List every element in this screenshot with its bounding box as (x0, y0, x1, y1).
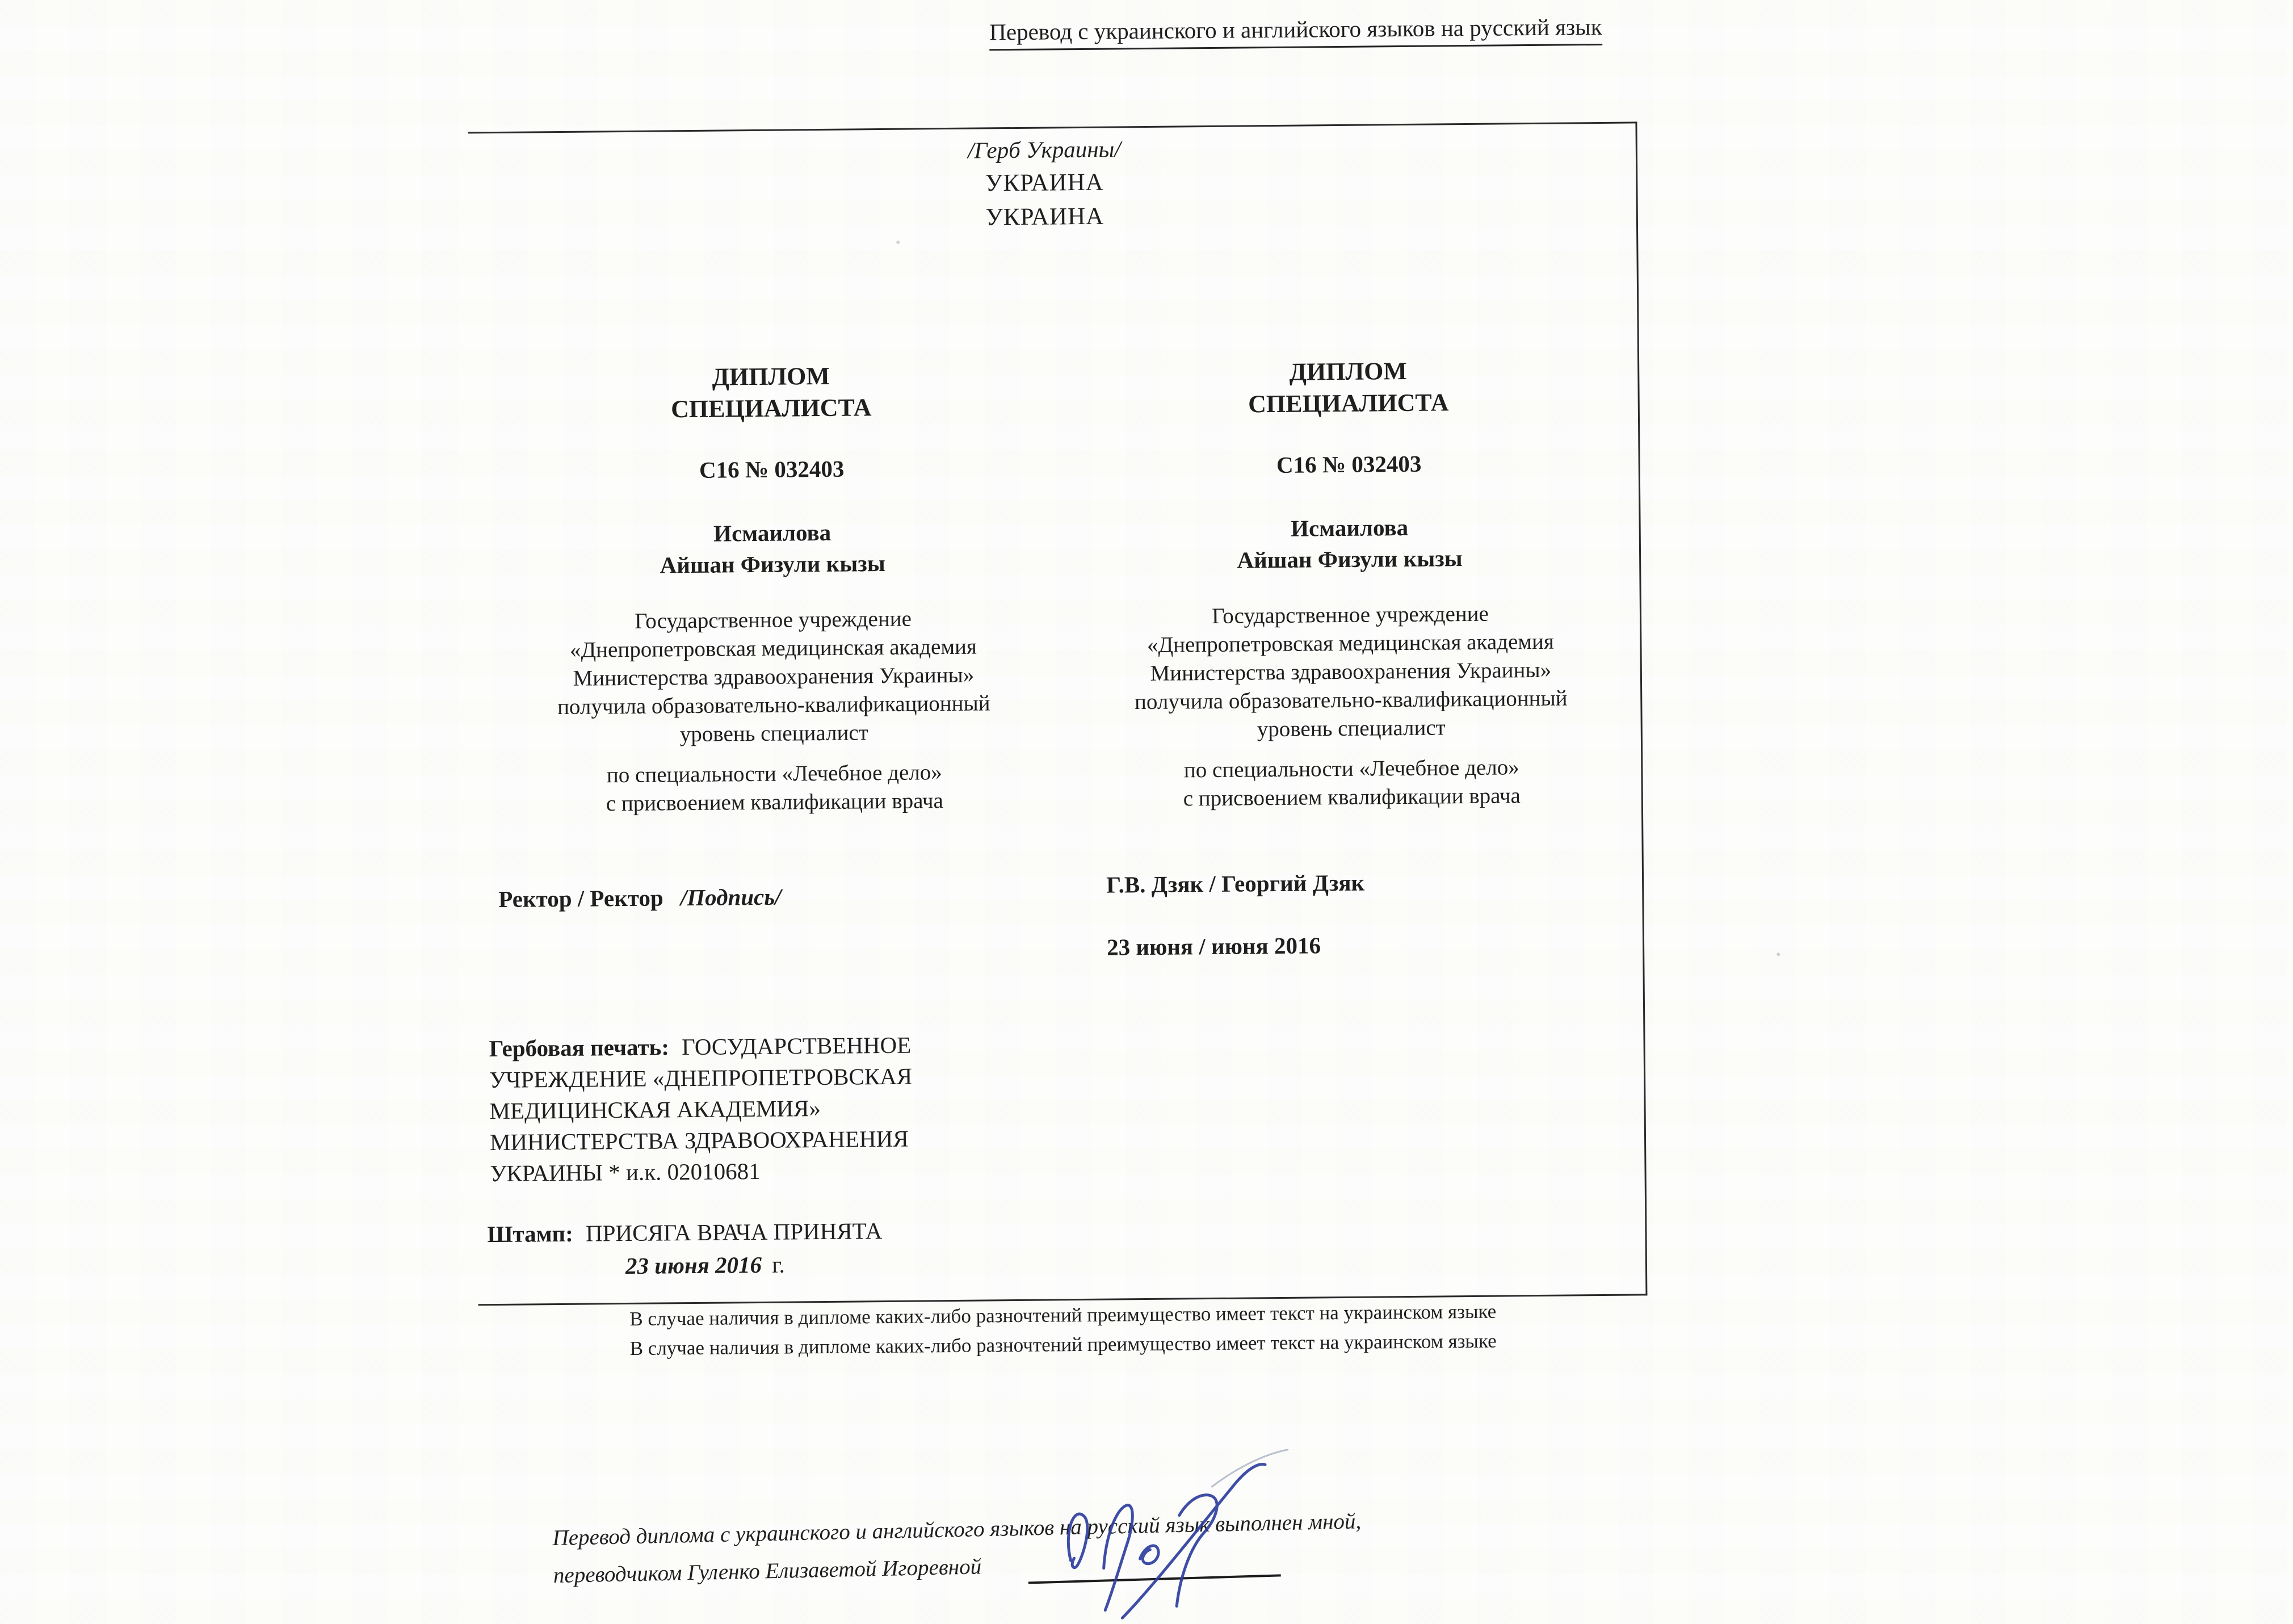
institution-line: по специальности «Лечебное дело» (1183, 755, 1519, 783)
holder-name-left (471, 515, 1073, 582)
institution-line: уровень специалист (1257, 715, 1446, 742)
translation-header (839, 12, 1753, 47)
seal-label: Гербовая печать: (489, 1034, 670, 1062)
diploma-title-left-line2: СПЕЦИАЛИСТА (670, 393, 872, 423)
institution-text-right (1049, 598, 1653, 814)
institution-line: «Днепропетровская медицинская академия (1146, 629, 1554, 657)
rector-signature-line (498, 883, 782, 913)
holder-surname-left: Исмаилова (713, 519, 831, 547)
translator-statement-line1: Перевод диплома с украинского и английского языков на русский язык выполнен мной, (552, 1509, 1362, 1551)
institution-line: «Днепропетровская медицинская академия (569, 634, 977, 662)
signature-placeholder-note: /Подпись/ (680, 883, 782, 911)
institution-line: с присвоением квалификации врача (1183, 783, 1521, 811)
institution-line: уровень специалист (679, 720, 868, 747)
country-name-line1: УКРАИНА (985, 169, 1104, 197)
institution-line: по специальности «Лечебное дело» (606, 760, 943, 788)
country-name-line2: УКРАИНА (985, 203, 1104, 231)
institution-text-left (472, 603, 1076, 819)
rector-name: Г.В. Дзяк / Георгий Дзяк (1106, 869, 1365, 898)
diploma-title-right (1047, 353, 1649, 422)
diploma-title-right-line2: СПЕЦИАЛИСТА (1248, 388, 1449, 418)
scan-speck (1777, 952, 1780, 956)
seal-line: МЕДИЦИНСКАЯ АКАДЕМИЯ» (489, 1095, 821, 1124)
holder-given-name-left: Айшан Физули кызы (660, 550, 885, 578)
stamp-date-line (625, 1251, 785, 1279)
translation-header-text: Перевод с украинского и английского языков на русский язык (989, 14, 1602, 51)
rector-label: Ректор / Ректор (498, 884, 663, 912)
holder-surname-right: Исмаилова (1290, 514, 1409, 542)
institution-line: с присвоением квалификации врача (606, 788, 944, 816)
scan-speck (896, 241, 900, 244)
holder-name-right (1048, 510, 1651, 577)
discrepancy-note-line1: В случае наличия в дипломе каких-либо разночтений преимущество имеет текст на украинском языке (629, 1300, 1497, 1330)
signature-stroke (1140, 1546, 1158, 1564)
seal-line: УЧРЕЖДЕНИЕ «ДНЕПРОПЕТРОВСКАЯ (489, 1063, 913, 1093)
diploma-serial-right: С16 № 032403 (1276, 450, 1422, 478)
seal-line: УКРАИНЫ * и.к. 02010681 (490, 1157, 761, 1187)
translator-signature (1036, 1429, 1304, 1624)
signature-stroke (1121, 1464, 1266, 1618)
diploma-title-left-line1: ДИПЛОМ (712, 362, 830, 391)
institution-line: получила образовательно-квалификационный (1134, 686, 1568, 715)
diploma-serial-left: С16 № 032403 (699, 455, 845, 483)
stamp-date-suffix: г. (772, 1251, 785, 1278)
diploma-title-left (470, 358, 1072, 427)
issue-date: 23 июня / июня 2016 (1106, 932, 1321, 960)
diploma-title-right-line1: ДИПЛОМ (1289, 356, 1408, 386)
seal-line (489, 1028, 1056, 1064)
stamp-text: ПРИСЯГА ВРАЧА ПРИНЯТА (585, 1218, 883, 1247)
stamp-date: 23 июня 2016 (625, 1251, 762, 1279)
seal-line-text: ГОСУДАРСТВЕННОЕ (681, 1031, 912, 1060)
emblem-note: /Герб Украины/ (967, 136, 1121, 163)
institution-line: Государственное учреждение (1211, 601, 1489, 628)
holder-given-name-right: Айшан Физули кызы (1237, 545, 1463, 573)
discrepancy-note-line2: В случае наличия в дипломе каких-либо разночтений преимущество имеет текст на украинском языке (629, 1329, 1497, 1359)
stamp-label: Штамп: (487, 1220, 574, 1248)
seal-line: МИНИСТЕРСТВА ЗДРАВООХРАНЕНИЯ (489, 1125, 909, 1156)
institution-line: Государственное учреждение (634, 606, 912, 633)
institution-line: Министерства здравоохранения Украины» (573, 662, 975, 691)
seal-text-block (489, 1028, 1057, 1189)
stamp-text-line (487, 1217, 882, 1248)
scan-speck (1440, 765, 1444, 769)
translator-statement-line2: переводчиком Гуленко Елизаветой Игоревной (553, 1554, 982, 1588)
institution-line: Министерства здравоохранения Украины» (1150, 657, 1552, 686)
signature-stroke (1103, 1505, 1133, 1610)
signature-stroke (1068, 1514, 1088, 1568)
institution-line: получила образовательно-квалификационный (557, 691, 990, 720)
